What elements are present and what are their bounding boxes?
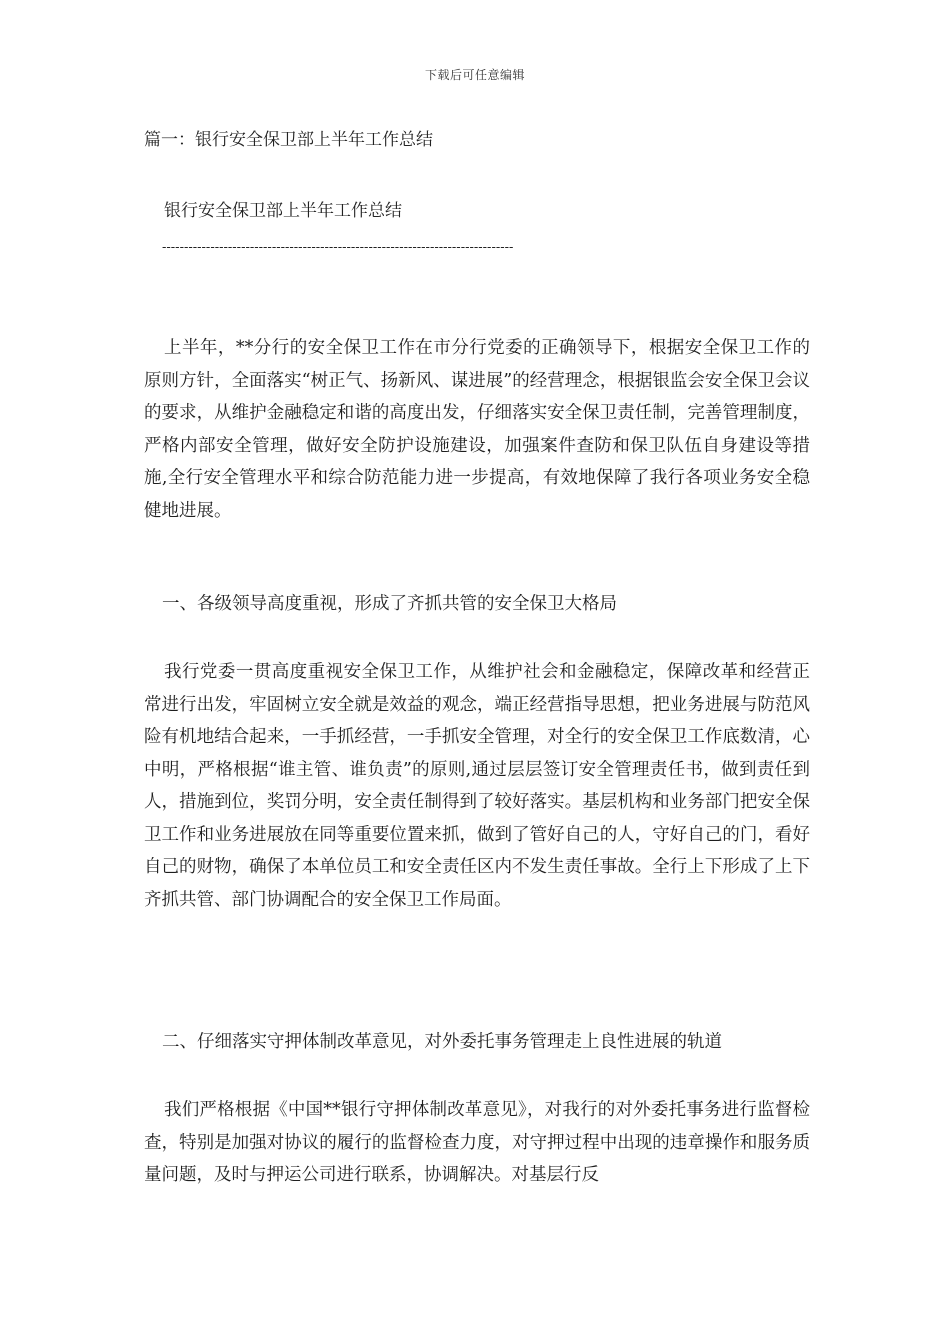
header-note: 下载后可任意编辑 — [424, 68, 525, 82]
section-two-heading: 二、仔细落实守押体制改革意见，对外委托事务管理走上良性进展的轨道 — [162, 1032, 722, 1052]
dashed-divider: -------------------------------------------------------------------------------- — [162, 240, 514, 255]
section-one-heading: 一、各级领导高度重视，形成了齐抓共管的安全保卫大格局 — [162, 594, 617, 614]
intro-paragraph: 上半年，**分行的安全保卫工作在市分行党委的正确领导下，根据安全保卫工作的原则方针，全面落实“树正气、扬新风、谋进展”的经营理念，根据银监会安全保卫会议的要求，从维护金融稳定和谐的高度出发，仔细落实安全保卫责任制，完善管理制度，严格内部安全管理，做好安全防护设施建设，加强案件查防和保卫队伍自身建设等措施,全行安全管理水平和综合防范能力进一步提高，有效地保障了我行各项业务安全稳健地进展。 — [144, 338, 810, 521]
section-one-paragraph: 我行党委一贯高度重视安全保卫工作，从维护社会和金融稳定，保障改革和经营正常进行出发，牢固树立安全就是效益的观念，端正经营指导思想，把业务进展与防范风险有机地结合起来，一手抓经营，一手抓安全管理，对全行的安全保卫工作底数清，心中明，严格根据“谁主管、谁负责”的原则,通过层层签订安全管理责任书，做到责任到人，措施到位，奖罚分明，安全责任制得到了较好落实。基层机构和业务部门把安全保卫工作和业务进展放在同等重要位置来抓，做到了管好自己的人，守好自己的门，看好自己的财物，确保了本单位员工和安全责任区内不发生责任事故。全行上下形成了上下齐抓共管、部门协调配合的安全保卫工作局面。 — [144, 662, 810, 910]
document-subtitle: 银行安全保卫部上半年工作总结 — [164, 201, 402, 221]
section-two-paragraph: 我们严格根据《中国**银行守押体制改革意见》，对我行的对外委托事务进行监督检查，特别是加强对协议的履行的监督检查力度，对守押过程中出现的违章操作和服务质量问题，及时与押运公司进行联系，协调解决。对基层行反 — [144, 1100, 810, 1185]
document-title: 篇一：银行安全保卫部上半年工作总结 — [144, 130, 433, 150]
